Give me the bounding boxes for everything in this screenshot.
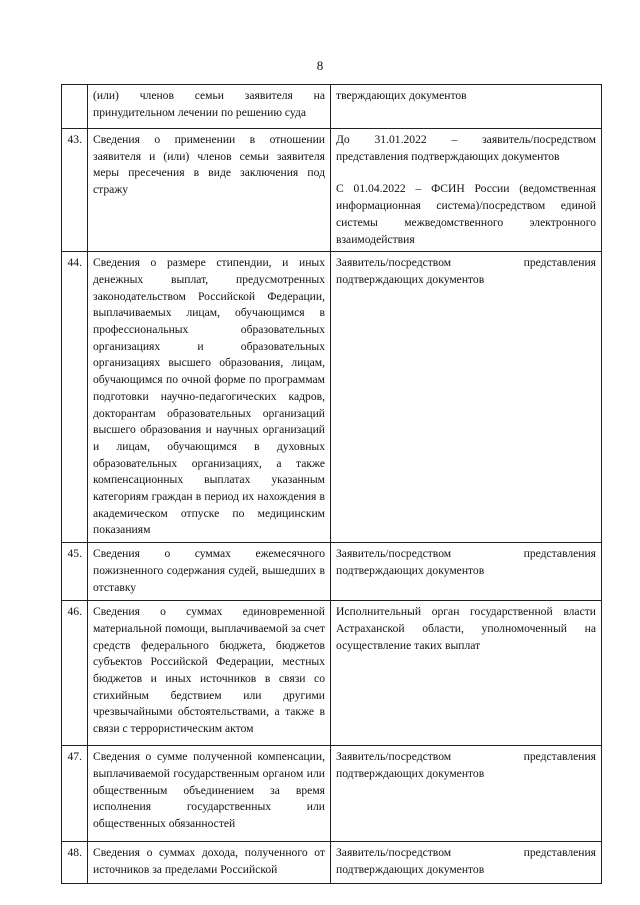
row-number: 43. [62, 129, 88, 252]
row-source: Заявитель/посредством представления подтверждающих документов [331, 543, 602, 601]
table-row [62, 601, 602, 746]
table-row [62, 129, 602, 252]
row-number: 47. [62, 746, 88, 842]
row-description: Сведения о суммах ежемесячного пожизненного содержания судей, вышедших в отставку [88, 543, 331, 601]
row-description: Сведения о суммах дохода, полученного от источников за пределами Российской [88, 842, 331, 884]
row-number: 48. [62, 842, 88, 884]
row-number: 46. [62, 601, 88, 746]
row-description: Сведения о применении в отношении заявителя и (или) членов семьи заявителя меры пресечения в виде заключения под стражу [88, 129, 331, 252]
row-source: Исполнительный орган государственной власти Астраханской области, уполномоченный на осуществление таких выплат [331, 601, 602, 746]
table-row [62, 85, 602, 129]
documents-table [61, 84, 602, 884]
row-number: 45. [62, 543, 88, 601]
table-row [62, 252, 602, 543]
page-number: 8 [316, 58, 324, 73]
row-number: 44. [62, 252, 88, 543]
table-row [62, 746, 602, 842]
row-number [62, 85, 88, 129]
table-row [62, 842, 602, 884]
row-source: Заявитель/посредством представления подтверждающих документов [331, 746, 602, 842]
row-source: До 31.01.2022 – заявитель/посредством представления подтверждающих документов С 01.04.2022 – ФСИН России (ведомственная информационная система)/посредством единой системы межведомственного электронного взаимодействия [331, 129, 602, 252]
row-source: Заявитель/посредством представления подтверждающих документов [331, 842, 602, 884]
row-description: Сведения о суммах единовременной материальной помощи, выплачиваемой за счет средств федерального бюджета, бюджетов субъектов Российской Федерации, местных бюджетов и иных источников в связи со стихийным бедствием или другими чрезвычайными обстоятельствами, а также в связи с террористическим актом [88, 601, 331, 746]
row-source: тверждающих документов [331, 85, 602, 129]
table-row [62, 543, 602, 601]
row-description: Сведения о сумме полученной компенсации, выплачиваемой государственным органом или общественным объединением за время исполнения государственных или общественных обязанностей [88, 746, 331, 842]
row-description: (или) членов семьи заявителя на принудительном лечении по решению суда [88, 85, 331, 129]
row-source: Заявитель/посредством представления подтверждающих документов [331, 252, 602, 543]
row-description: Сведения о размере стипендии, и иных денежных выплат, предусмотренных законодательством Российской Федерации, выплачиваемых лицам, обучающимся в профессиональных образовательных организациях и образовательных организациях высшего образования, лицам, обучающимся по очной форме по программам подготовки научно-педагогических кадров, докторантам образовательных организаций высшего образования и научных организаций и лицам, обучающимся в духовных образовательных организациях, а также компенсационных выплатах указанным категориям граждан в период их нахождения в академическом отпуске по медицинским показаниям [88, 252, 331, 543]
